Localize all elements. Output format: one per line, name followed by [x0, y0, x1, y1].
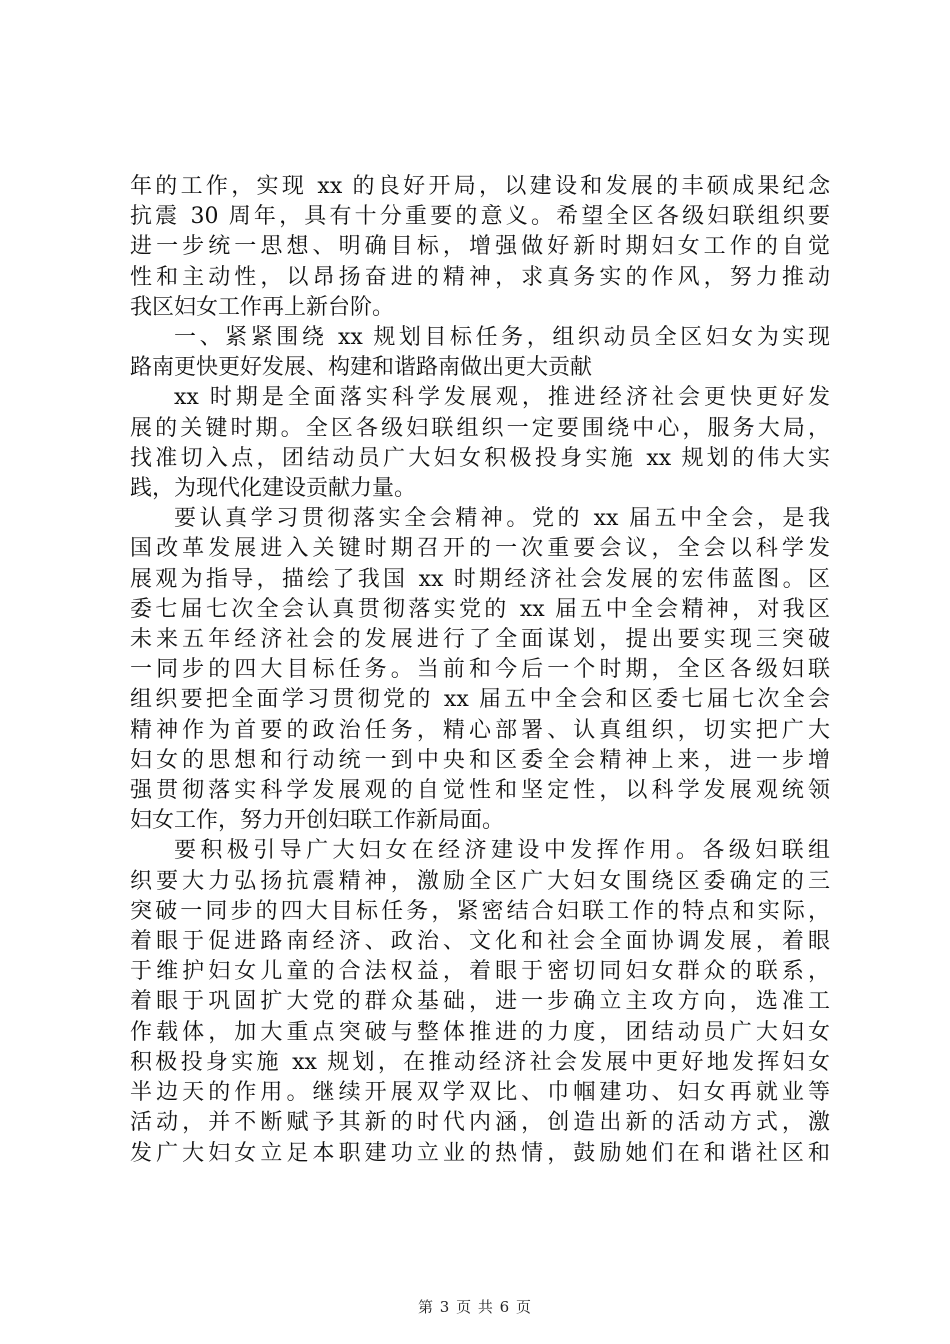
text-line: 织要大力弘扬抗震精神，激励全区广大妇女围绕区委确定的三 — [130, 868, 830, 894]
text-line: 国改革发展进入关键时期召开的一次重要会议，全会以科学发 — [130, 536, 830, 562]
text-line: 年的工作，实现 xx 的良好开局，以建设和发展的丰硕成果纪念 — [130, 174, 830, 199]
text-line: 一、紧紧围绕 xx 规划目标任务，组织动员全区妇女为实现 — [174, 325, 830, 351]
text-line: xx 时期是全面落实科学发展观，推进经济社会更快更好发 — [174, 385, 830, 411]
text-line: 一同步的四大目标任务。当前和今后一个时期，全区各级妇联 — [130, 657, 830, 683]
text-line: 妇女工作，努力开创妇联工作新局面。 — [130, 808, 505, 834]
text-line: 突破一同步的四大目标任务，紧密结合妇联工作的特点和实际， — [130, 898, 830, 924]
text-line: 展观为指导，描绘了我国 xx 时期经济社会发展的宏伟蓝图。区 — [130, 566, 830, 592]
text-line: 路南更快更好发展、构建和谐路南做出更大贡献 — [130, 355, 593, 381]
text-line: 进一步统一思想、明确目标，增强做好新时期妇女工作的自觉 — [130, 234, 830, 260]
text-line: 找准切入点，团结动员广大妇女积极投身实施 xx 规划的伟大实 — [130, 445, 830, 471]
text-line: 半边天的作用。继续开展双学双比、巾帼建功、妇女再就业等 — [130, 1080, 830, 1106]
text-line: 妇女的思想和行动统一到中央和区委全会精神上来，进一步增 — [130, 747, 830, 773]
text-line: 于维护妇女儿童的合法权益，着眼于密切同妇女群众的联系， — [130, 959, 830, 985]
text-line: 委七届七次全会认真贯彻落实党的 xx 届五中全会精神，对我区 — [130, 596, 830, 622]
text-line: 积极投身实施 xx 规划，在推动经济社会发展中更好地发挥妇女 — [130, 1049, 830, 1075]
text-line: 发广大妇女立足本职建功立业的热情，鼓励她们在和谐社区和 — [130, 1140, 830, 1166]
text-line: 未来五年经济社会的发展进行了全面谋划，提出要实现三突破 — [130, 627, 830, 653]
text-line: 组织要把全面学习贯彻党的 xx 届五中全会和区委七届七次全会 — [130, 687, 830, 713]
text-line: 践，为现代化建设贡献力量。 — [130, 476, 417, 502]
text-line: 要认真学习贯彻落实全会精神。党的 xx 届五中全会，是我 — [174, 506, 830, 532]
text-line: 强贯彻落实科学发展观的自觉性和坚定性，以科学发展观统领 — [130, 778, 830, 804]
text-line: 展的关键时期。全区各级妇联组织一定要围绕中心，服务大局， — [130, 415, 830, 441]
text-line: 我区妇女工作再上新台阶。 — [130, 294, 395, 320]
text-line: 着眼于巩固扩大党的群众基础，进一步确立主攻方向，选准工 — [130, 989, 830, 1015]
body-text — [130, 172, 830, 1169]
text-line: 要积极引导广大妇女在经济建设中发挥作用。各级妇联组 — [174, 838, 830, 864]
text-line: 精神作为首要的政治任务，精心部署、认真组织，切实把广大 — [130, 717, 830, 743]
text-line: 作载体，加大重点突破与整体推进的力度，团结动员广大妇女 — [130, 1019, 830, 1045]
text-line: 性和主动性，以昂扬奋进的精神，求真务实的作风，努力推动 — [130, 264, 830, 290]
text-line: 抗震 30 周年，具有十分重要的意义。希望全区各级妇联组织要 — [130, 204, 830, 230]
page-footer: 第 3 页 共 6 页 — [418, 1298, 532, 1316]
text-line: 着眼于促进路南经济、政治、文化和社会全面协调发展，着眼 — [130, 929, 830, 955]
text-line: 活动，并不断赋予其新的时代内涵，创造出新的活动方式，激 — [130, 1110, 830, 1136]
